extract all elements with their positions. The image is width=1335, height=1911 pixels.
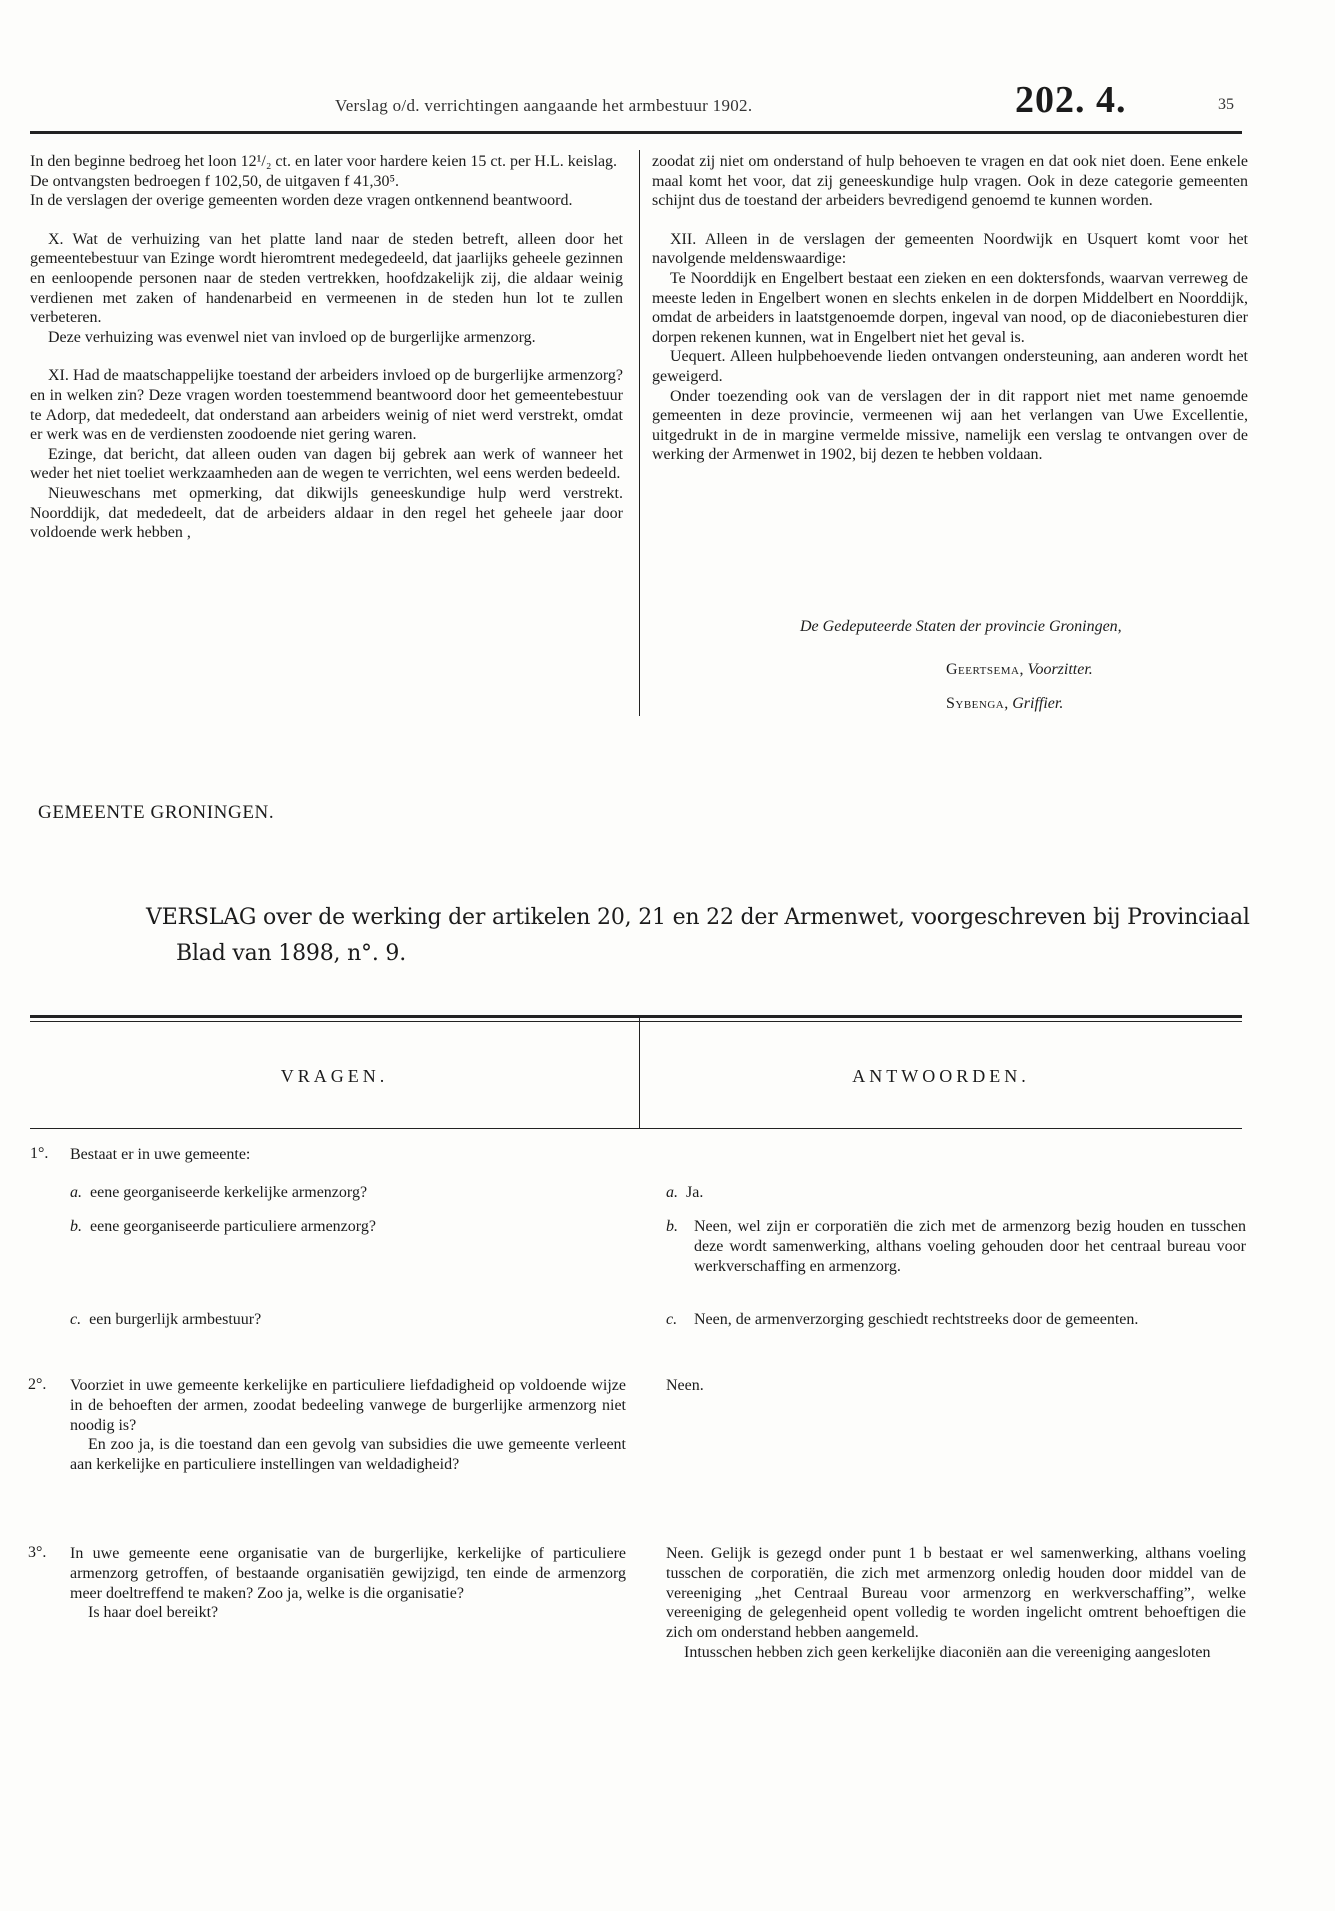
question-1c bbox=[70, 1310, 626, 1330]
column-header-questions: VRAGEN. bbox=[280, 1066, 389, 1086]
report-title-line-2: Blad van 1898, n°. 9. bbox=[176, 941, 407, 966]
clerk-name: Sybenga bbox=[946, 695, 1005, 712]
answer-1c-text: Neen, de armenverzorging geschiedt rechtstreeks door de gemeenten. bbox=[694, 1311, 1139, 1328]
question-1a bbox=[70, 1183, 626, 1203]
left-paragraph-wages: In den beginne bedroeg het loon 12¹/₂ ct. en later voor hardere keien 15 ct. per H.L. keislag. bbox=[30, 153, 618, 170]
question-1a-text: eene georganiseerde kerkelijke armenzorg? bbox=[90, 1184, 368, 1201]
answer-1c-label: c. bbox=[666, 1311, 678, 1328]
signatory-line: De Gedeputeerde Staten der provincie Groningen, bbox=[800, 618, 1122, 635]
question-1b-text: eene georganiseerde particuliere armenzorg? bbox=[90, 1218, 376, 1235]
column-header-answers: ANTWOORDEN. bbox=[852, 1066, 1030, 1086]
question-1b bbox=[70, 1217, 626, 1237]
question-2 bbox=[70, 1376, 626, 1475]
question-3-followup: Is haar doel bereikt? bbox=[88, 1604, 219, 1622]
question-1b-label: b. bbox=[70, 1218, 82, 1235]
right-paragraph-noorddijk: Te Noorddijk en Engelbert bestaat een zieken en een doktersfonds, waarvan verreweg de meeste leden in Engelbert wonen en slechts enkelen in de dorpen Middelbert en Noorddijk, omdat de arbeiders in laatstgenoemde dorpen, ingeval van nood, op de diaconiebesturen dier dorpen rekenen kunnen, wat in Engelbert niet het geval is. bbox=[652, 269, 1248, 346]
answer-1a-label: a. bbox=[666, 1184, 678, 1201]
question-3 bbox=[70, 1544, 626, 1623]
table-top-rule bbox=[30, 1015, 1242, 1018]
table-header-rule bbox=[30, 1128, 1242, 1129]
right-paragraph-continuation: zoodat zij niet om onderstand of hulp behoeven te vragen en dat ook niet doen. Eene enkele maal komt het voor, dat zij geneeskundige hulp vragen. Ook in deze categorie gemeenten schijnt dus de toestand der arbeiders bevredigend genoemd te kunnen worden. bbox=[652, 153, 1248, 210]
signature-clerk: Sybenga, Griffier. bbox=[946, 695, 1064, 712]
answer-3 bbox=[666, 1544, 1246, 1663]
header-rule bbox=[30, 131, 1242, 134]
running-header-title: Verslag o/d. verrichtingen aangaande het armbestuur 1902. bbox=[335, 96, 753, 115]
question-1a-label: a. bbox=[70, 1184, 82, 1201]
answer-1a bbox=[666, 1183, 1246, 1203]
answer-1b-label: b. bbox=[666, 1218, 678, 1235]
answer-1b bbox=[666, 1217, 1246, 1276]
question-number-1: 1°. bbox=[30, 1145, 49, 1162]
answer-1c bbox=[666, 1310, 1246, 1330]
question-2-followup: En zoo ja, is die toestand dan een gevolg van subsidies die uwe gemeente verleent aan kerkelijke en particuliere instellingen van weldadigheid? bbox=[70, 1436, 626, 1474]
left-paragraph-other-municipalities: In de verslagen der overige gemeenten worden deze vragen ontkennend beantwoord. bbox=[30, 192, 573, 210]
right-paragraph-closing: Onder toezending ook van de verslagen der in dit rapport niet met name genoemde gemeenten in deze provincie, vermeenen wij aan het verlangen van Uwe Excellentie, uitgedrukt in de in margine vermelde missive, namelijk een verslag te ontvangen over de werking der Armenwet in 1902, bij dezen te hebben voldaan. bbox=[652, 387, 1248, 464]
table-top-rule-thin bbox=[30, 1021, 1242, 1022]
right-paragraph-xii: XII. Alleen in de verslagen der gemeenten Noordwijk en Usquert komt voor het navolgende meldenswaardige: bbox=[652, 230, 1248, 268]
signature-chairman: Geertsema, Voorzitter. bbox=[946, 661, 1093, 678]
chairman-name: Geertsema bbox=[946, 661, 1020, 678]
question-1-intro: Bestaat er in uwe gemeente: bbox=[70, 1146, 251, 1163]
clerk-role: Griffier. bbox=[1012, 695, 1064, 712]
question-2-text: Voorziet in uwe gemeente kerkelijke en particuliere liefdadigheid op voldoende wijze in de behoeften der armen, zoodat bedeeling vanwege de burgerlijke armenzorg niet noodig is? bbox=[70, 1377, 626, 1434]
question-1c-text: een burgerlijk armbestuur? bbox=[89, 1311, 262, 1328]
right-column bbox=[652, 152, 1248, 465]
left-paragraph-receipts: De ontvangsten bedroegen f 102,50, de uitgaven f 41,30⁵. bbox=[30, 172, 400, 190]
left-paragraph-x: X. Wat de verhuizing van het platte land naar de steden betreft, alleen door het gemeentebestuur van Ezinge wordt hieromtrent medegedeeld, dat jaarlijks geheele gezinnen en eenloopende personen naar de steden vertrekken, hoofdzakelijk zij, die aldaar weinig verdienen met zaken of handenarbeid en vermeenen in de steden hun lot te zullen verbeteren. bbox=[30, 230, 623, 327]
left-column bbox=[30, 152, 623, 543]
question-number-3: 3°. bbox=[28, 1544, 47, 1561]
left-paragraph-ezinge: Ezinge, dat bericht, dat alleen ouden van dagen bij gebrek aan werk of wanneer het weder het niet toeliet werkzaamheden aan de wegen te verrichten, wel eens werden bedeeld. bbox=[30, 445, 623, 483]
question-1c-label: c. bbox=[70, 1311, 82, 1328]
left-paragraph-nieuweschans: Nieuweschans met opmerking, dat dikwijls geneeskundige hulp werd verstrekt. Noorddijk, dat mededeelt, dat de arbeiders aldaar in den regel het geheele jaar door voldoende werk hebben , bbox=[30, 484, 623, 542]
left-paragraph-x-effect: Deze verhuizing was evenwel niet van invloed op de burgerlijke armenzorg. bbox=[48, 328, 536, 346]
right-paragraph-usquert: Uequert. Alleen hulpbehoevende lieden ontvangen ondersteuning, aan anderen wordt het geweigerd. bbox=[652, 348, 1248, 385]
answer-3-followup: Intusschen hebben zich geen kerkelijke diaconiën aan die vereeniging aangesloten bbox=[684, 1643, 1211, 1661]
left-paragraph-xi: XI. Had de maatschappelijke toestand der arbeiders invloed op de burgerlijke armenzorg? en in welken zin? Deze vragen worden toestemmend beantwoord door het gemeentebestuur te Adorp, dat mededeelt, dat onderstand aan arbeiders weinig of niet werd verstrekt, omdat er werk was en de verdiensten zoodoende niet gering waren. bbox=[30, 367, 623, 444]
report-title bbox=[146, 900, 1256, 972]
publication-number: 202. 4. bbox=[1015, 79, 1127, 121]
column-divider bbox=[639, 150, 640, 716]
answer-1a-text: Ja. bbox=[686, 1184, 704, 1201]
answer-3-text: Neen. Gelijk is gezegd onder punt 1 b bestaat er wel samenwerking, althans voeling tusschen de corporatiën, die zich met armenzorg onledig houden door middel van de vereeniging „het Centraal Bureau voor armenzorg en werkverschaffing”, welke vereeniging de gelegenheid opent volledig te worden ingelicht omtrent behoeftigen die zich om onderstand hebben aangemeld. bbox=[666, 1545, 1246, 1642]
question-3-text: In uwe gemeente eene organisatie van de burgerlijke, kerkelijke of particuliere armenzorg getroffen, of bestaande organisatiën gewijzigd, ten einde de armenzorg meer doeltreffend te maken? Zoo ja, welke is die organisatie? bbox=[70, 1545, 626, 1602]
page-number: 35 bbox=[1218, 96, 1234, 113]
report-title-line-1: VERSLAG over de werking der artikelen 20, 21 en 22 der Armenwet, voorgeschreven bij Provinciaal bbox=[146, 905, 1250, 930]
answer-1b-text: Neen, wel zijn er corporatiën die zich met de armenzorg bezig houden en tusschen deze wordt samenwerking, althans voeling gehouden door het centraal bureau voor werkverschaffing en armenzorg. bbox=[694, 1218, 1246, 1275]
question-number-2: 2°. bbox=[28, 1376, 47, 1393]
answer-2: Neen. bbox=[666, 1377, 704, 1394]
municipality-heading: GEMEENTE GRONINGEN. bbox=[38, 802, 275, 823]
chairman-role: Voorzitter. bbox=[1027, 661, 1093, 678]
